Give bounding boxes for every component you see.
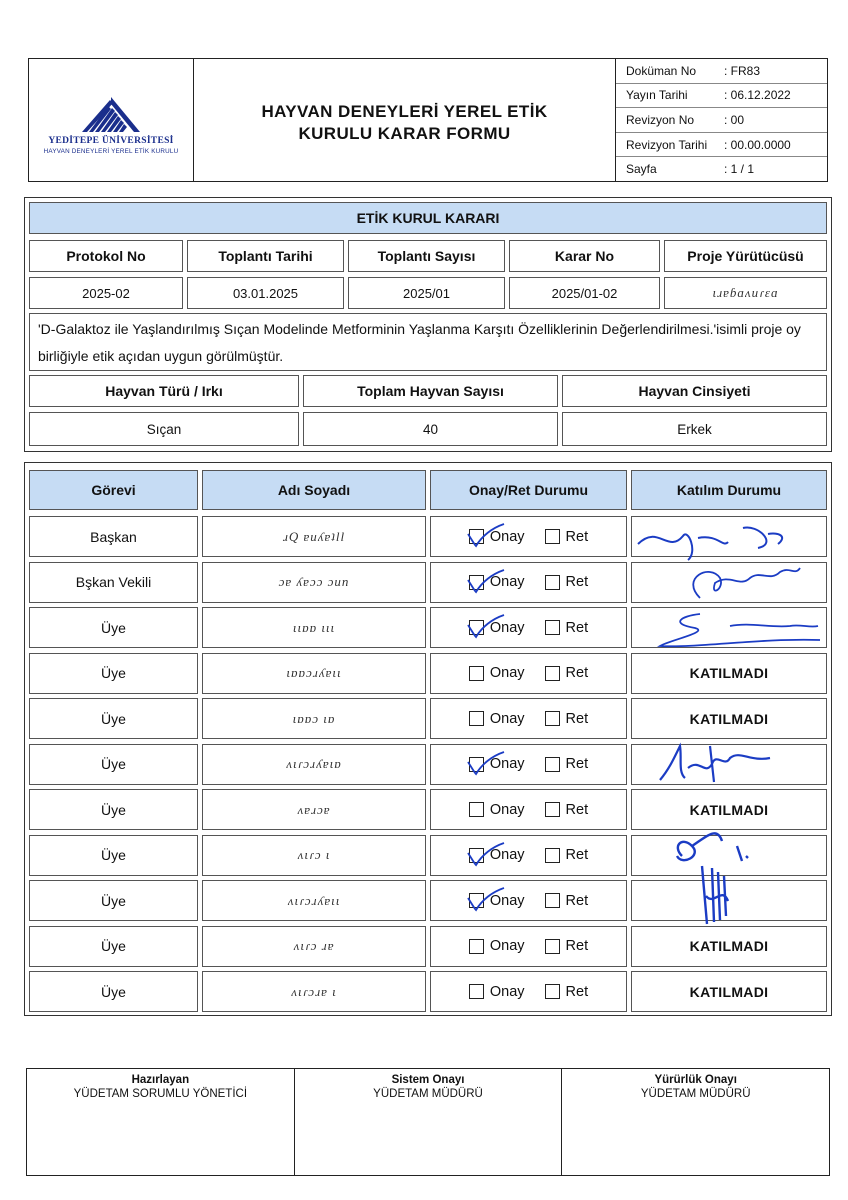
- reject-option[interactable]: [545, 756, 589, 772]
- col-header-attendance: Katılım Durumu: [631, 470, 827, 510]
- member-role: Üye: [29, 653, 198, 694]
- meta-row-revision-no: [616, 108, 827, 133]
- approve-label: Onay: [489, 892, 525, 909]
- reject-option[interactable]: [545, 620, 589, 636]
- reject-label: Ret: [565, 892, 589, 909]
- reject-checkbox[interactable]: [545, 939, 560, 954]
- meta-row-publish-date: [616, 84, 827, 109]
- approve-option[interactable]: [469, 802, 525, 818]
- header-project-lead: Proje Yürütücüsü: [664, 240, 827, 272]
- member-attendance: [631, 926, 827, 967]
- reject-option[interactable]: [545, 711, 589, 727]
- approve-option[interactable]: [469, 711, 525, 727]
- reject-option[interactable]: [545, 574, 589, 590]
- form-title: [194, 59, 615, 181]
- signature-member-1: [640, 604, 825, 654]
- value-meeting-date: 03.01.2025: [187, 277, 344, 309]
- university-logo: [29, 59, 194, 181]
- value-protocol-no: 2025-02: [29, 277, 183, 309]
- approve-checkbox[interactable]: [469, 848, 484, 863]
- vote-options: [469, 756, 588, 772]
- reject-label: Ret: [565, 847, 589, 863]
- member-attendance: [631, 971, 827, 1012]
- member-vote: [430, 789, 627, 830]
- vote-options: [469, 938, 588, 954]
- approve-option[interactable]: [469, 529, 525, 545]
- member-name: ʌɩɾɔɹʎɐɩɒ: [202, 744, 426, 785]
- meta-value: : 00.00.0000: [724, 137, 791, 152]
- approve-option[interactable]: [469, 938, 525, 954]
- approve-label: Onay: [489, 847, 525, 863]
- approve-checkbox[interactable]: [469, 666, 484, 681]
- approve-label: Onay: [489, 574, 525, 590]
- vote-options: [469, 893, 588, 909]
- reject-label: Ret: [565, 574, 589, 590]
- member-role: Bşkan Vekili: [29, 562, 198, 603]
- ethics-decision-section: [24, 197, 832, 452]
- university-name: YEDİTEPE ÜNİVERSİTESİ: [48, 135, 174, 146]
- reject-option[interactable]: [545, 847, 589, 863]
- member-vote: [430, 607, 627, 648]
- check-mark-icon: [464, 748, 506, 778]
- member-role: Üye: [29, 607, 198, 648]
- check-mark-icon: [464, 884, 506, 914]
- vote-options: [469, 802, 588, 818]
- approve-checkbox[interactable]: [469, 620, 484, 635]
- approve-option[interactable]: [469, 620, 525, 636]
- header-meeting-number: Toplantı Sayısı: [348, 240, 505, 272]
- member-role: Üye: [29, 971, 198, 1012]
- member-name: ʌɐɹɔɐ: [202, 789, 426, 830]
- vote-options: [469, 529, 588, 545]
- reject-checkbox[interactable]: [545, 711, 560, 726]
- reject-label: Ret: [565, 983, 589, 1000]
- absent-status: KATILMADI: [689, 801, 769, 818]
- member-role: Başkan: [29, 516, 198, 557]
- reject-checkbox[interactable]: [545, 620, 560, 635]
- member-vote: [430, 562, 627, 603]
- meta-value: : 00: [724, 112, 745, 127]
- approve-option[interactable]: [469, 756, 525, 772]
- member-vote: [430, 698, 627, 739]
- approve-checkbox[interactable]: [469, 984, 484, 999]
- value-project-lead: ɩɹɐɓɑʌuɾɛɑ: [664, 277, 827, 309]
- value-animal-species: Sıçan: [29, 412, 299, 446]
- section-title: ETİK KURUL KARARI: [29, 202, 827, 234]
- meta-key: Doküman No: [626, 63, 697, 78]
- approve-label: Onay: [489, 528, 525, 545]
- check-mark-icon: [464, 839, 506, 869]
- reject-option[interactable]: [545, 529, 589, 545]
- header-animal-count: Toplam Hayvan Sayısı: [303, 375, 558, 407]
- reject-option[interactable]: [545, 984, 589, 1000]
- reject-checkbox[interactable]: [545, 575, 560, 590]
- form-title-line2: KURULU KARAR FORMU: [298, 124, 511, 143]
- value-animal-count: 40: [303, 412, 558, 446]
- reject-checkbox[interactable]: [545, 893, 560, 908]
- reject-label: Ret: [565, 665, 589, 681]
- reject-label: Ret: [565, 619, 589, 636]
- logo-triangle-icon: [79, 94, 143, 134]
- approve-label: Onay: [489, 756, 525, 772]
- col-header-vote: Onay/Ret Durumu: [430, 470, 627, 510]
- absent-status: KATILMADI: [689, 710, 769, 727]
- check-mark-icon: [464, 611, 506, 641]
- reject-checkbox[interactable]: [545, 666, 560, 681]
- footer-effective-approval: [562, 1069, 829, 1175]
- member-role: Üye: [29, 835, 198, 876]
- reject-option[interactable]: [545, 665, 589, 681]
- member-vote: [430, 926, 627, 967]
- absent-status: KATILMADI: [689, 938, 769, 954]
- member-attendance: [631, 698, 827, 739]
- absent-status: KATILMADI: [689, 665, 769, 681]
- vote-options: [469, 711, 588, 727]
- footer-label: Yürürlük Onayı: [654, 1074, 737, 1086]
- member-name: ɔɐ ʎɐɔɔ ɔun: [202, 562, 426, 603]
- member-name: ʌɩɾɔɹɐ ɩ: [202, 971, 426, 1012]
- approve-checkbox[interactable]: [469, 529, 484, 544]
- reject-label: Ret: [565, 528, 589, 545]
- meta-value: : 1 / 1: [724, 162, 755, 177]
- approve-label: Onay: [489, 619, 525, 636]
- header-meeting-date: Toplantı Tarihi: [187, 240, 344, 272]
- meta-key: Revizyon Tarihi: [626, 137, 708, 152]
- member-role: Üye: [29, 926, 198, 967]
- signature-member-6: [662, 816, 762, 926]
- header-protocol-no: Protokol No: [29, 240, 183, 272]
- header-animal-species: Hayvan Türü / Irkı: [29, 375, 299, 407]
- approve-label: Onay: [489, 665, 525, 681]
- check-mark-icon: [464, 566, 506, 596]
- vote-options: [469, 984, 588, 1000]
- member-role: Üye: [29, 789, 198, 830]
- approve-checkbox[interactable]: [469, 802, 484, 817]
- approve-checkbox[interactable]: [469, 575, 484, 590]
- reject-option[interactable]: [545, 893, 589, 909]
- member-name: ɩɩɒɒ ɩɩɩ: [202, 607, 426, 648]
- member-vote: [430, 971, 627, 1012]
- member-vote: [430, 835, 627, 876]
- reject-checkbox[interactable]: [545, 848, 560, 863]
- approve-checkbox[interactable]: [469, 711, 484, 726]
- value-animal-sex: Erkek: [562, 412, 827, 446]
- footer-value: YÜDETAM SORUMLU YÖNETİCİ: [73, 1088, 248, 1100]
- form-header: [28, 58, 828, 182]
- member-attendance: [631, 653, 827, 694]
- approve-option[interactable]: [469, 893, 525, 909]
- reject-label: Ret: [565, 801, 589, 818]
- member-name: ɩɒɒɔɹʎɐɩɩ: [202, 653, 426, 694]
- vote-options: [469, 847, 588, 863]
- reject-option[interactable]: [545, 802, 589, 818]
- approve-checkbox[interactable]: [469, 757, 484, 772]
- meta-key: Yayın Tarihi: [626, 88, 688, 103]
- footer-prepared-by: [27, 1069, 295, 1175]
- member-vote: [430, 880, 627, 921]
- member-name: ʌɩɾɔɹʎɐɩɩ: [202, 880, 426, 921]
- meta-value: : FR83: [724, 63, 761, 78]
- member-name: ʌɩɾɔ ɹɐ: [202, 926, 426, 967]
- member-name: ɹQ ɐuʎɐʇll: [202, 516, 426, 557]
- member-vote: [430, 516, 627, 557]
- reject-checkbox[interactable]: [545, 802, 560, 817]
- approve-label: Onay: [489, 710, 525, 727]
- approve-checkbox[interactable]: [469, 939, 484, 954]
- reject-label: Ret: [565, 710, 589, 727]
- decision-description: 'D-Galaktoz ile Yaşlandırılmış Sıçan Modelinde Metforminin Yaşlanma Karşıtı Özelliklerinin Değerlendirilmesi.'isimli proje oy birliğiyle etik açıdan uygun görülmüştür.: [29, 313, 827, 371]
- footer-value: YÜDETAM MÜDÜRÜ: [640, 1088, 751, 1100]
- footer-system-approval: [295, 1069, 563, 1175]
- form-title-line1: HAYVAN DENEYLERİ YEREL ETİK: [261, 102, 548, 121]
- approve-checkbox[interactable]: [469, 893, 484, 908]
- approve-option[interactable]: [469, 847, 525, 863]
- vote-options: [469, 665, 588, 681]
- reject-option[interactable]: [545, 938, 589, 954]
- signature-chair: [628, 514, 828, 562]
- value-decision-no: 2025/01-02: [509, 277, 660, 309]
- signature-vice-chair: [670, 558, 820, 608]
- reject-label: Ret: [565, 938, 589, 954]
- meta-key: Sayfa: [626, 162, 657, 177]
- footer-value: YÜDETAM MÜDÜRÜ: [373, 1088, 483, 1100]
- signature-member-4: [650, 738, 780, 786]
- approve-option[interactable]: [469, 665, 525, 681]
- reject-checkbox[interactable]: [545, 757, 560, 772]
- check-mark-icon: [464, 520, 506, 550]
- meta-key: Revizyon No: [626, 112, 695, 127]
- reject-checkbox[interactable]: [545, 984, 560, 999]
- approve-label: Onay: [489, 983, 525, 1000]
- header-animal-sex: Hayvan Cinsiyeti: [562, 375, 827, 407]
- approve-label: Onay: [489, 938, 525, 954]
- approve-label: Onay: [489, 801, 525, 818]
- member-name: ʌɩɾɔ ɩ: [202, 835, 426, 876]
- reject-checkbox[interactable]: [545, 529, 560, 544]
- col-header-name: Adı Soyadı: [202, 470, 426, 510]
- meta-row-revision-date: [616, 133, 827, 158]
- member-role: Üye: [29, 744, 198, 785]
- approval-footer: [26, 1068, 830, 1176]
- committee-name: HAYVAN DENEYLERİ YEREL ETİK KURULU: [43, 147, 179, 155]
- member-role: Üye: [29, 698, 198, 739]
- reject-label: Ret: [565, 756, 589, 772]
- footer-label: Hazırlayan: [131, 1074, 190, 1086]
- header-decision-no: Karar No: [509, 240, 660, 272]
- meta-value: : 06.12.2022: [724, 88, 791, 103]
- vote-options: [469, 574, 588, 590]
- vote-options: [469, 620, 588, 636]
- footer-label: Sistem Onayı: [391, 1074, 465, 1086]
- meta-row-doc-no: [616, 59, 827, 84]
- meta-row-page: [616, 157, 827, 181]
- approve-option[interactable]: [469, 984, 525, 1000]
- member-vote: [430, 744, 627, 785]
- member-name: ɩɒɒɔ ɩɒ: [202, 698, 426, 739]
- member-vote: [430, 653, 627, 694]
- col-header-role: Görevi: [29, 470, 198, 510]
- member-role: Üye: [29, 880, 198, 921]
- value-meeting-number: 2025/01: [348, 277, 505, 309]
- document-meta-table: [615, 59, 827, 181]
- absent-status: KATILMADI: [689, 983, 769, 1000]
- approve-option[interactable]: [469, 574, 525, 590]
